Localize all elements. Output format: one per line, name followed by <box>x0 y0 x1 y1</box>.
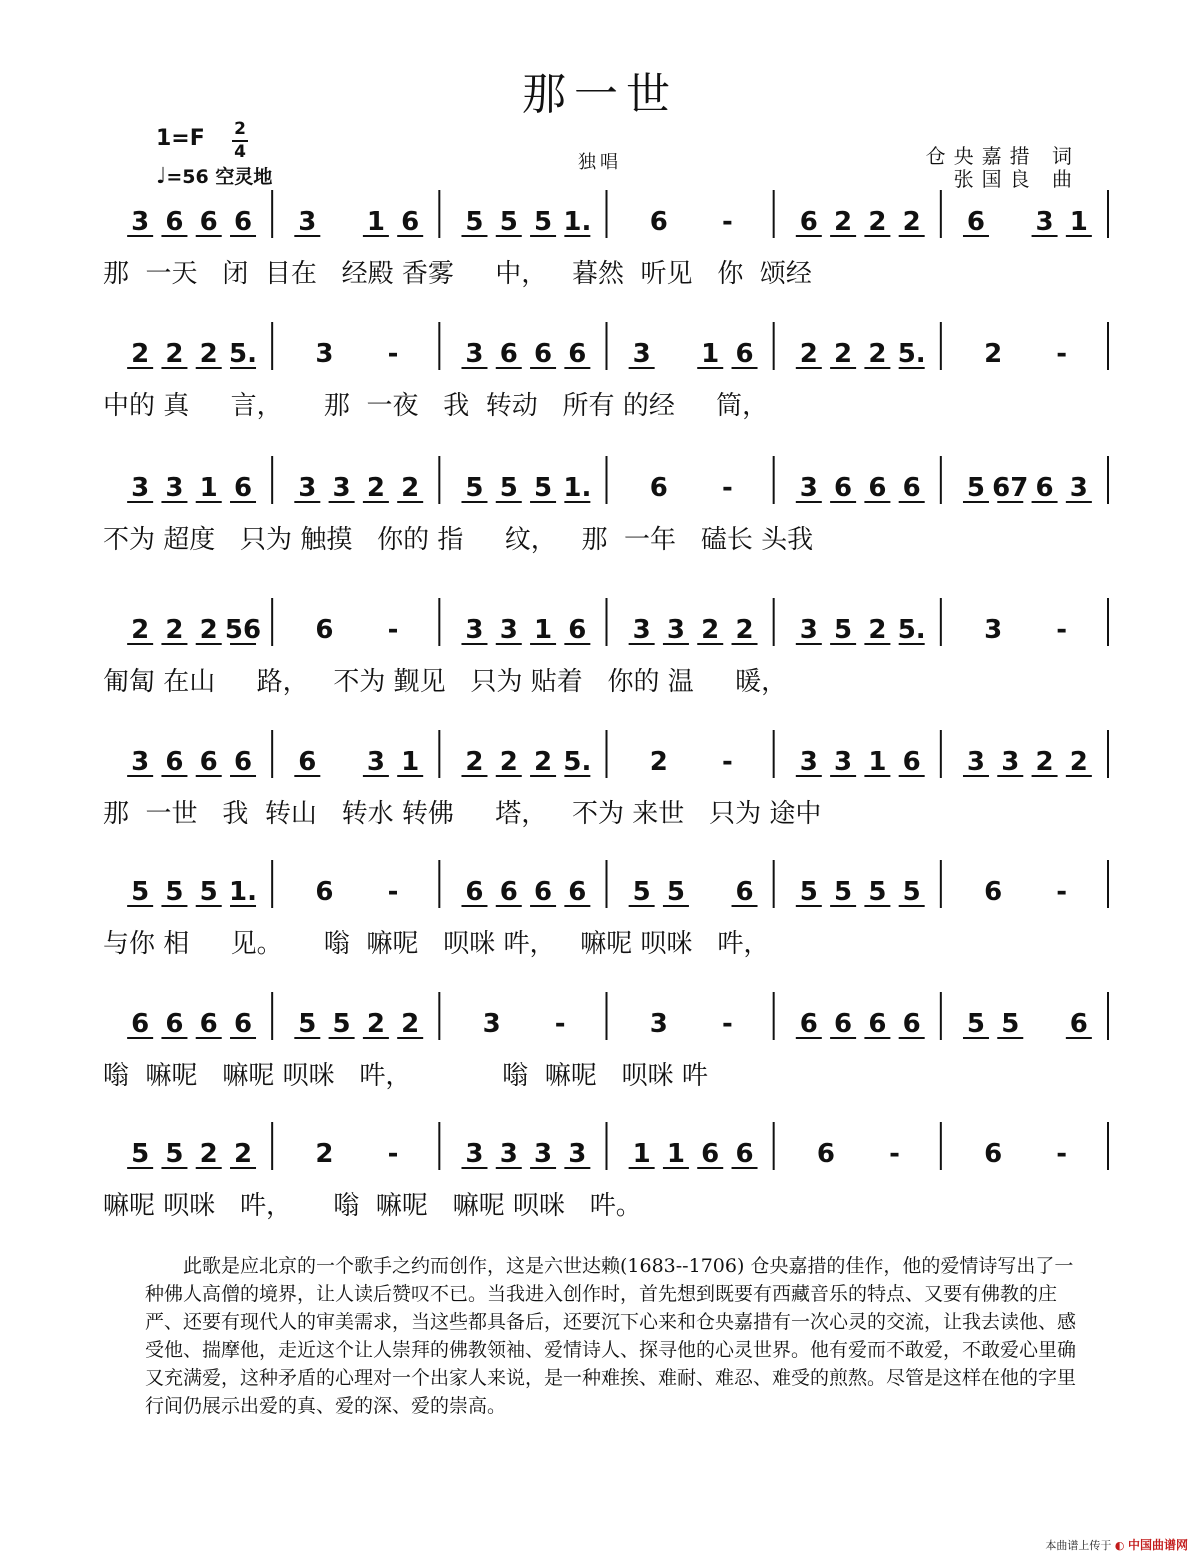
note: 3 <box>568 1139 587 1169</box>
note: 2 <box>401 473 420 503</box>
note: 5. <box>229 339 258 369</box>
note: 6 <box>799 207 818 237</box>
note: 5 <box>465 473 484 503</box>
site-logo-icon: ◐ <box>1114 1539 1125 1552</box>
dash-note: - <box>721 1009 733 1039</box>
note: 5 <box>902 877 921 907</box>
note: 1 <box>868 747 887 777</box>
note: 3 <box>984 615 1003 645</box>
note: 5 <box>199 877 218 907</box>
note: 1 <box>534 615 553 645</box>
note: 5 <box>499 473 518 503</box>
note: 6 <box>131 1009 150 1039</box>
lyric-line: 不为 超度 只为 触摸 你的 指 纹， 那 一年 磕长 头我 <box>103 525 814 555</box>
time-signature-bottom: 4 <box>234 142 246 162</box>
note: 56 <box>224 615 262 645</box>
note: 6 <box>984 877 1003 907</box>
note: 5 <box>1001 1009 1020 1039</box>
note: 5 <box>534 473 553 503</box>
quarter-note-icon: ♩ <box>156 164 167 189</box>
note: 3 <box>366 747 385 777</box>
note: 3 <box>298 207 317 237</box>
note: 2 <box>199 339 218 369</box>
note: 6 <box>984 1139 1003 1169</box>
dash-note: - <box>387 339 399 369</box>
dash-note: - <box>387 615 399 645</box>
source-footer <box>1045 1536 1188 1553</box>
note: 5 <box>799 877 818 907</box>
key-signature: 1=F <box>156 126 205 151</box>
note: 6 <box>568 339 587 369</box>
note: 5 <box>131 1139 150 1169</box>
note: 5 <box>966 473 986 503</box>
song-title: 那一世 <box>522 69 678 120</box>
note: 6 <box>966 207 986 237</box>
note: 6 <box>315 615 334 645</box>
note: 6 <box>165 207 184 237</box>
note: 2 <box>1069 747 1088 777</box>
note: 6 <box>799 1009 818 1039</box>
dash-note: - <box>721 207 733 237</box>
note: 1. <box>229 877 258 907</box>
note: 3 <box>649 1009 668 1039</box>
note: 3 <box>666 615 685 645</box>
note: 2 <box>649 747 668 777</box>
note: 6 <box>701 1139 720 1169</box>
note: 5 <box>298 1009 317 1039</box>
note: 6 <box>568 615 587 645</box>
note: 5 <box>499 207 518 237</box>
note: 1. <box>563 207 592 237</box>
note: 6 <box>199 1009 218 1039</box>
note: 3 <box>499 615 518 645</box>
note: 6 <box>534 339 553 369</box>
note: 3 <box>131 473 150 503</box>
note: 2 <box>366 1009 385 1039</box>
note: 6 <box>233 207 253 237</box>
note: 2 <box>1035 747 1054 777</box>
note: 67 <box>992 473 1029 503</box>
note: 6 <box>233 473 253 503</box>
note: 2 <box>366 473 385 503</box>
note: 3 <box>1069 473 1088 503</box>
note: 5 <box>632 877 651 907</box>
note: 5 <box>834 877 853 907</box>
note: 3 <box>332 473 351 503</box>
note: 6 <box>902 747 921 777</box>
note: 2 <box>401 1009 420 1039</box>
note: 3 <box>534 1139 553 1169</box>
note: 2 <box>868 339 887 369</box>
note: 6 <box>816 1139 836 1169</box>
note: 6 <box>401 207 420 237</box>
note: 6 <box>649 473 668 503</box>
tempo-text: =56 空灵地 <box>166 166 273 188</box>
lyric-line: 嗡 嘛呢 嘛呢 呗咪 吽， 嗡 嘛呢 呗咪 吽 <box>103 1061 708 1091</box>
footer-brand: 中国曲谱网 <box>1127 1538 1188 1552</box>
note: 3 <box>131 207 150 237</box>
note: 2 <box>499 747 518 777</box>
note: 6 <box>649 207 668 237</box>
note: 5. <box>563 747 592 777</box>
note: 2 <box>735 615 754 645</box>
note: 3 <box>966 747 986 777</box>
note: 2 <box>834 339 853 369</box>
note: 1 <box>1069 207 1088 237</box>
note: 2 <box>902 207 921 237</box>
note: 3 <box>315 339 334 369</box>
note: 2 <box>233 1139 253 1169</box>
dash-note: - <box>1056 339 1068 369</box>
note: 3 <box>499 1139 518 1169</box>
dash-note: - <box>1056 877 1068 907</box>
note: 3 <box>131 747 150 777</box>
dash-note: - <box>1056 615 1068 645</box>
dash-note: - <box>889 1139 900 1169</box>
note: 6 <box>902 473 921 503</box>
note: 3 <box>799 473 818 503</box>
note: 6 <box>735 339 754 369</box>
note: 6 <box>298 747 317 777</box>
note: 1 <box>666 1139 685 1169</box>
lyric-line: 匍匐 在山 路， 不为 觐见 只为 贴着 你的 温 暖， <box>103 667 788 697</box>
note: 1. <box>563 473 592 503</box>
note: 2 <box>868 207 887 237</box>
note: 5 <box>165 877 184 907</box>
note: 2 <box>315 1139 334 1169</box>
note: 6 <box>834 1009 853 1039</box>
note: 3 <box>465 339 484 369</box>
note: 6 <box>735 877 754 907</box>
lyric-line: 中的 真 言， 那 一夜 我 转动 所有 的经 筒， <box>103 391 769 421</box>
lyric-line: 与你 相 见。 嗡 嘛呢 呗咪 吽， 嘛呢 呗咪 吽， <box>103 929 770 959</box>
note: 6 <box>534 877 553 907</box>
note: 5 <box>834 615 853 645</box>
dash-note: - <box>721 473 733 503</box>
lyric-line: 那 一世 我 转山 转水 转佛 塔， 不为 来世 只为 途中 <box>103 799 822 829</box>
note: 5 <box>868 877 887 907</box>
note: 1 <box>199 473 218 503</box>
note: 3 <box>465 1139 484 1169</box>
note: 6 <box>735 1139 754 1169</box>
note: 3 <box>298 473 317 503</box>
dash-note: - <box>721 747 733 777</box>
note: 5. <box>897 615 926 645</box>
note: 1 <box>701 339 720 369</box>
note: 6 <box>868 1009 887 1039</box>
note: 3 <box>465 615 484 645</box>
dash-note: - <box>387 1139 399 1169</box>
note: 2 <box>465 747 484 777</box>
note: 1 <box>401 747 420 777</box>
note: 2 <box>131 615 150 645</box>
note: 5 <box>666 877 685 907</box>
lyric-line: 嘛呢 呗咪 吽， 嗡 嘛呢 嘛呢 呗咪 吽。 <box>103 1191 642 1221</box>
lyric-line: 那 一天 闭 目在 经殿 香雾 中， 暮然 听见 你 颂经 <box>103 259 812 289</box>
note: 6 <box>199 747 218 777</box>
note: 3 <box>799 615 818 645</box>
note: 2 <box>834 207 853 237</box>
note: 3 <box>1001 747 1020 777</box>
composer-note: 此歌是应北京的一个歌手之约而创作，这是六世达赖(1683--1706) 仓央嘉措的佳作，他的爱情诗写出了一种佛人高僧的境界，让人读后赞叹不已。当我进入创作时，首先想到既要有西藏音乐的特点、又要有佛教的庄严、还要有现代人的审美需求，当这些都具备后，还要沉下心来和仓央嘉措有一次心灵的交流，让我去读他、感受他、揣摩他，走近这个让人崇拜的佛教领袖、爱情诗人、探寻他的心灵世界。他有爱而不敢爱，不敢爱心里确又充满爱，这种矛盾的心理对一个出家人来说，是一种难挨、难耐、难忍、难受的煎熬。尽管是这样在他的字里行间仍展示出爱的真、爱的深、爱的崇高。 <box>145 1255 1077 1417</box>
note: 2 <box>199 1139 218 1169</box>
note: 5. <box>897 339 926 369</box>
note: 6 <box>499 339 518 369</box>
note: 3 <box>632 615 651 645</box>
note: 5 <box>966 1009 986 1039</box>
note: 2 <box>799 339 818 369</box>
dash-note: - <box>387 877 399 907</box>
note: 5 <box>165 1139 184 1169</box>
note: 6 <box>868 473 887 503</box>
note: 3 <box>482 1009 501 1039</box>
performance-type: 独唱 <box>578 152 622 173</box>
note: 2 <box>199 615 218 645</box>
note: 2 <box>701 615 720 645</box>
note: 5 <box>465 207 484 237</box>
note: 6 <box>165 1009 184 1039</box>
note: 3 <box>1035 207 1054 237</box>
note: 1 <box>632 1139 651 1169</box>
dash-note: - <box>1056 1139 1068 1169</box>
footer-text: 本曲谱上传于 <box>1045 1539 1112 1552</box>
note: 6 <box>199 207 218 237</box>
note: 3 <box>799 747 818 777</box>
time-signature-top: 2 <box>234 119 246 139</box>
note: 6 <box>165 747 184 777</box>
note: 3 <box>165 473 184 503</box>
note: 6 <box>1069 1009 1088 1039</box>
note: 5 <box>332 1009 351 1039</box>
note: 6 <box>1035 473 1054 503</box>
note: 6 <box>902 1009 921 1039</box>
dash-note: - <box>554 1009 566 1039</box>
note: 6 <box>465 877 484 907</box>
note: 6 <box>499 877 518 907</box>
note: 3 <box>632 339 651 369</box>
note: 2 <box>984 339 1003 369</box>
note: 3 <box>834 747 853 777</box>
note: 1 <box>366 207 385 237</box>
note: 5 <box>131 877 150 907</box>
note: 2 <box>165 615 184 645</box>
lyricist-credit: 仓央嘉措 词 <box>925 144 1080 168</box>
note: 6 <box>233 1009 253 1039</box>
note: 6 <box>568 877 587 907</box>
note: 2 <box>131 339 150 369</box>
note: 6 <box>834 473 853 503</box>
composer-credit: 张国良 曲 <box>953 167 1080 191</box>
note: 2 <box>165 339 184 369</box>
note: 6 <box>315 877 334 907</box>
note: 2 <box>868 615 887 645</box>
note: 2 <box>534 747 553 777</box>
note: 6 <box>233 747 253 777</box>
note: 5 <box>534 207 553 237</box>
